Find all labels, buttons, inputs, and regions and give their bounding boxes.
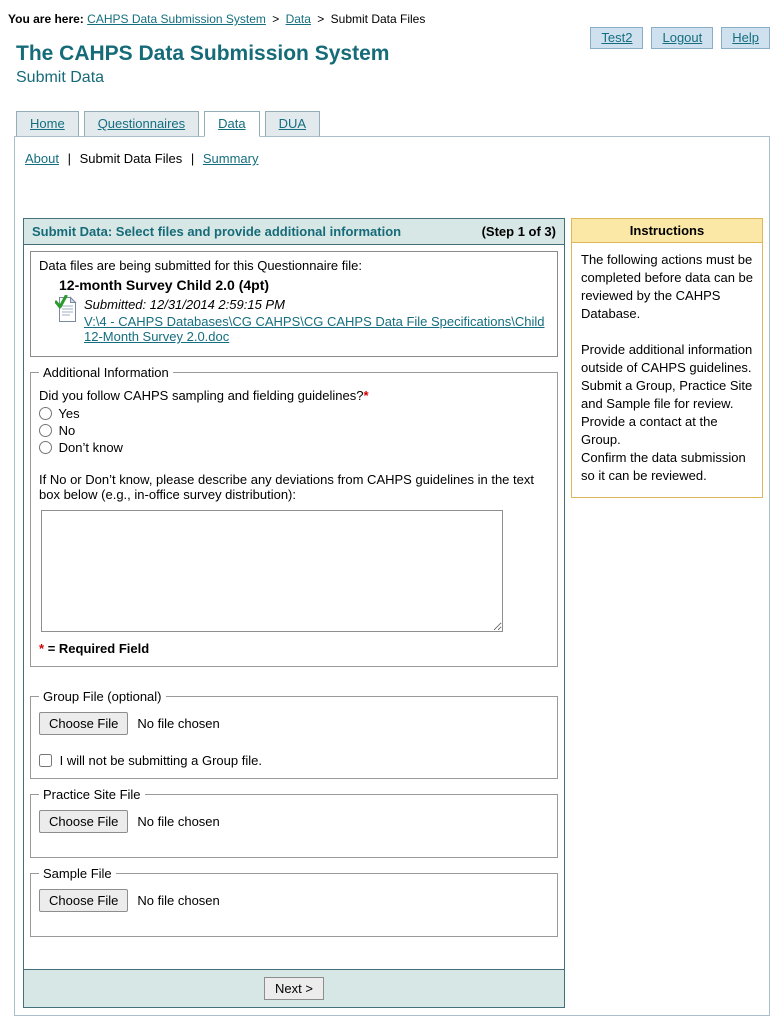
help-button[interactable]: Help bbox=[721, 27, 770, 49]
no-group-file-checkbox-row[interactable]: I will not be submitting a Group file. bbox=[39, 753, 549, 768]
practice-site-file-legend: Practice Site File bbox=[43, 787, 141, 802]
breadcrumb bbox=[0, 0, 784, 26]
sample-choose-file-button[interactable]: Choose File bbox=[39, 889, 128, 912]
breadcrumb-current: Submit Data Files bbox=[330, 12, 426, 26]
subnav-summary-link[interactable]: Summary bbox=[202, 151, 259, 166]
additional-information-fieldset bbox=[30, 365, 558, 667]
sample-file-legend: Sample File bbox=[43, 866, 112, 881]
header-buttons bbox=[590, 27, 770, 49]
questionnaire-file-link[interactable]: V:\4 - CAHPS Databases\CG CAHPS\CG CAHPS Data File Specifications\Child 12-Month Survey 2.0.doc bbox=[84, 314, 545, 344]
panel-title: Submit Data: Select files and provide additional information bbox=[32, 224, 402, 239]
guidelines-radio-yes[interactable] bbox=[39, 407, 52, 420]
group-no-file-text: No file chosen bbox=[137, 716, 220, 731]
breadcrumb-separator: > bbox=[272, 12, 280, 26]
group-file-fieldset bbox=[30, 689, 558, 779]
instruction-item: Confirm the data submission so it can be reviewed. bbox=[581, 450, 746, 483]
instruction-item: Provide additional information outside of CAHPS guidelines. bbox=[581, 342, 753, 375]
document-check-icon bbox=[55, 295, 78, 344]
logout-button[interactable]: Logout bbox=[651, 27, 713, 49]
subnav-separator: | bbox=[190, 151, 195, 166]
no-group-file-checkbox[interactable] bbox=[39, 754, 52, 767]
questionnaire-name: 12-month Survey Child 2.0 (4pt) bbox=[59, 277, 270, 293]
required-field-note: * = Required Field bbox=[39, 641, 150, 656]
breadcrumb-separator: > bbox=[317, 12, 325, 26]
instructions-body bbox=[572, 243, 762, 497]
guidelines-option-yes[interactable]: Yes bbox=[39, 405, 549, 422]
instructions-panel bbox=[571, 218, 763, 498]
deviations-textarea[interactable] bbox=[41, 510, 503, 632]
submitted-timestamp: Submitted: 12/31/2014 2:59:15 PM bbox=[84, 297, 285, 312]
content-container bbox=[14, 136, 770, 1016]
breadcrumb-prefix: You are here: bbox=[8, 12, 84, 26]
additional-information-legend: Additional Information bbox=[43, 365, 169, 380]
guidelines-question: Did you follow CAHPS sampling and fielding guidelines?* bbox=[39, 388, 369, 403]
practice-site-file-fieldset bbox=[30, 787, 558, 858]
panel-header bbox=[24, 219, 564, 245]
deviations-prompt: If No or Don’t know, please describe any deviations from CAHPS guidelines in the text box below (e.g., in-office survey distribution): bbox=[39, 472, 534, 502]
instructions-intro: The following actions must be completed before data can be reviewed by the CAHPS Database. bbox=[581, 252, 754, 321]
instruction-item: Submit a Group, Practice Site and Sample file for review. bbox=[581, 378, 753, 411]
group-choose-file-button[interactable]: Choose File bbox=[39, 712, 128, 735]
sample-file-fieldset bbox=[30, 866, 558, 937]
practice-site-choose-file-button[interactable]: Choose File bbox=[39, 810, 128, 833]
breadcrumb-link-home[interactable]: CAHPS Data Submission System bbox=[87, 12, 266, 26]
instructions-title: Instructions bbox=[572, 219, 762, 243]
practice-site-no-file-text: No file chosen bbox=[137, 814, 220, 829]
tab-dua[interactable]: DUA bbox=[265, 111, 320, 137]
group-file-legend: Group File (optional) bbox=[43, 689, 162, 704]
questionnaire-intro: Data files are being submitted for this Questionnaire file: bbox=[39, 258, 363, 273]
page-subtitle: Submit Data bbox=[16, 69, 105, 86]
subnav-about-link[interactable]: About bbox=[25, 151, 59, 166]
subnav-current: Submit Data Files bbox=[79, 151, 183, 166]
tab-data[interactable]: Data bbox=[204, 111, 259, 137]
step-indicator: (Step 1 of 3) bbox=[481, 224, 556, 239]
page-title: The CAHPS Data Submission System bbox=[16, 42, 390, 65]
tab-home[interactable]: Home bbox=[16, 111, 79, 137]
next-button[interactable]: Next > bbox=[264, 977, 324, 1000]
sample-no-file-text: No file chosen bbox=[137, 893, 220, 908]
subnav-separator: | bbox=[67, 151, 71, 166]
test2-button[interactable]: Test2 bbox=[590, 27, 643, 49]
sidebar bbox=[571, 218, 763, 498]
guidelines-option-no[interactable]: No bbox=[39, 422, 549, 439]
tab-questionnaires[interactable]: Questionnaires bbox=[84, 111, 199, 137]
main-tabs bbox=[16, 111, 784, 137]
required-asterisk: * bbox=[39, 641, 45, 656]
guidelines-radio-no[interactable] bbox=[39, 424, 52, 437]
instruction-item: Provide a contact at the Group. bbox=[581, 414, 718, 447]
submit-data-panel bbox=[23, 218, 565, 1008]
guidelines-option-dont-know[interactable]: Don’t know bbox=[39, 439, 549, 456]
questionnaire-info-box bbox=[30, 251, 558, 357]
panel-footer bbox=[24, 969, 564, 1007]
required-asterisk: * bbox=[363, 388, 369, 403]
breadcrumb-link-data[interactable]: Data bbox=[285, 12, 311, 26]
guidelines-radio-dont-know[interactable] bbox=[39, 441, 52, 454]
sub-navigation bbox=[25, 151, 763, 166]
